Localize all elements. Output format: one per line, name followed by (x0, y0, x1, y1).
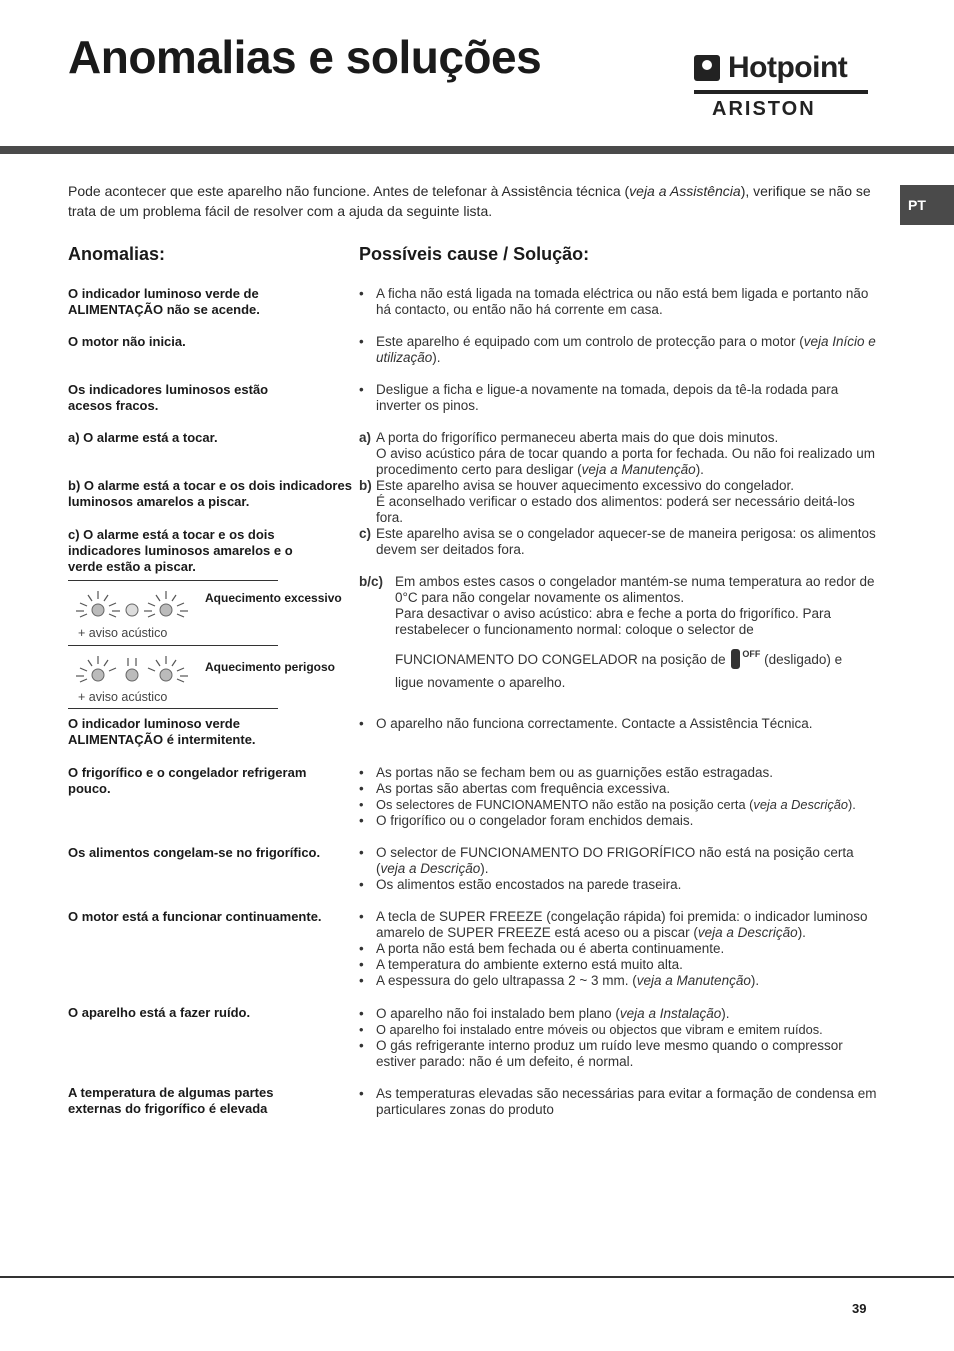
solution-text: Este aparelho é equipado com um controlo de protecção para o motor ( (376, 334, 804, 349)
solution-text: A espessura do gelo ultrapassa 2 ~ 3 mm. ( (376, 973, 637, 988)
logo-divider (694, 90, 868, 94)
freezer-switch-icon (731, 649, 740, 669)
anomaly-poor-cooling: O frigorífico e o congelador refrigeram pouco. (68, 765, 307, 796)
label-excessive-heating: Aquecimento excessivo (205, 591, 342, 605)
item-key: a) (359, 430, 372, 445)
solution-text (395, 646, 884, 669)
footer-divider (0, 1276, 954, 1278)
anomalies-heading: Anomalias: (68, 244, 166, 264)
anomaly-noise: O aparelho está a fazer ruído. (68, 1005, 251, 1020)
anomaly-led-blinking: O indicador luminoso verde ALIMENTAÇÃO é intermitente. (68, 716, 256, 747)
divider (68, 580, 278, 581)
solution-alarm-b (359, 478, 884, 526)
solution-item: • A porta não está bem fechada ou é aberta continuamente. (359, 941, 884, 957)
solution-external-heat (359, 1086, 884, 1118)
solution-item (359, 334, 884, 366)
solution-ref: veja a Instalação (619, 1006, 722, 1021)
solution-item: • A ficha não está ligada na tomada eléctrica ou não está bem ligada e portanto não há contacto, ou então não há corrente em casa. (359, 286, 884, 318)
anomaly-power-led: O indicador luminoso verde de ALIMENTAÇÃO não se acende. (68, 286, 260, 317)
solution-text: O aparelho não foi instalado bem plano ( (376, 1006, 620, 1021)
anomaly-alarm-a: a) O alarme está a tocar. (68, 430, 218, 445)
solution-text: Para desactivar o aviso acústico: abra e feche a porta do frigorífico. Para restabelecer o funcionamento normal: coloque o selector de (395, 606, 831, 637)
solution-alarm-bc (359, 574, 884, 691)
solution-text-end: ). (797, 925, 806, 940)
solution-text: Em ambos estes casos o congelador mantém-se numa temperatura ao redor de 0°C para não congelar novamente os alimentos. (395, 574, 875, 605)
solution-ref: veja a Manutenção (581, 462, 696, 477)
solution-text (376, 446, 884, 478)
solution-text: Os selectores de FUNCIONAMENTO não estão na posição certa ( (376, 797, 754, 812)
brand-logo (694, 52, 870, 126)
solution-text: Este aparelho avisa se houver aquecimento excessivo do congelador. (376, 478, 795, 493)
solution-item (359, 973, 884, 989)
item-key: b) (359, 478, 372, 493)
solution-food-freezing (359, 845, 884, 893)
solution-text-end: ). (695, 462, 704, 477)
label-alarm-1: + aviso acústico (78, 626, 168, 640)
header-bar (0, 146, 954, 154)
brand-subname: ARISTON (712, 98, 816, 120)
solution-text-part: FUNCIONAMENTO DO CONGELADOR na posição de (395, 652, 726, 667)
solution-item: • A temperatura do ambiente externo está muito alta. (359, 957, 884, 973)
anomaly-motor-continuous: O motor está a funcionar continuamente. (68, 909, 322, 924)
solution-text-end: ). (432, 350, 441, 365)
solution-item: • O aparelho não funciona correctamente. Contacte a Assistência Técnica. (359, 716, 884, 732)
solution-ref: veja a Descrição (380, 861, 481, 876)
solution-alarm (359, 430, 884, 691)
solution-item (359, 1006, 884, 1022)
solution-text-end: ). (750, 973, 760, 988)
solution-text-part: O aviso acústico pára de tocar quando a porta for fechada. Ou não foi realizado um procedimento certo para desligar ( (376, 446, 876, 477)
intro-paragraph (68, 181, 878, 221)
solution-item (359, 797, 884, 813)
solution-noise (359, 1006, 884, 1070)
solution-motor-continuous (359, 909, 884, 989)
hotpoint-logo-icon (694, 55, 720, 81)
solution-poor-cooling (359, 765, 884, 829)
solution-item: • Desligue a ficha e ligue-a novamente na tomada, depois da tê-la rodada para inverter os pinos. (359, 382, 884, 414)
led-excessive-heating-icon (66, 583, 198, 627)
item-key: b/c) (359, 574, 384, 589)
solution-text-end: ). (721, 1006, 730, 1021)
solution-item: • As portas são abertas com frequência excessiva. (359, 781, 884, 797)
solution-alarm-c (359, 526, 884, 558)
intro-ref: veja a Assistência (629, 183, 741, 199)
solution-ref: veja Início e utilização (376, 334, 876, 365)
solution-alarm-a (359, 430, 884, 478)
solution-item: • Os alimentos estão encostados na parede traseira. (359, 877, 884, 893)
page-number: 39 (852, 1301, 867, 1316)
label-dangerous-heating: Aquecimento perigoso (205, 660, 336, 674)
intro-text: Pode acontecer que este aparelho não funcione. Antes de telefonar à Assistência técnica ( (68, 183, 630, 199)
anomaly-alarm-b: b) O alarme está a tocar e os dois indicadores luminosos amarelos a piscar. (68, 478, 352, 509)
solution-motor (359, 334, 884, 366)
anomaly-dim-leds: Os indicadores luminosos estão acesos fracos. (68, 382, 269, 413)
anomaly-alarm-c: c) O alarme está a tocar e os dois indicadores luminosos amarelos e o verde estão a piscar. (68, 527, 293, 574)
anomaly-motor: O motor não inicia. (68, 334, 186, 349)
solution-item: • O aparelho foi instalado entre móveis ou objectos que vibram e emitem ruídos. (359, 1022, 884, 1038)
intro-text-end: ), verifique se não se trata de um problema fácil de resolver com a ajuda da seguinte lista. (68, 183, 871, 219)
solution-led-blinking (359, 716, 884, 732)
solution-ref: veja a Descrição (697, 925, 798, 940)
solution-text: Este aparelho avisa se o congelador aquecer-se de maneira perigosa: os alimentos devem ser deitados fora. (376, 526, 876, 557)
solution-text-end: ). (848, 797, 856, 812)
item-key: c) (359, 526, 372, 541)
solution-item (359, 845, 884, 877)
label-alarm-2: + aviso acústico (78, 690, 168, 704)
led-dangerous-heating-icon (66, 648, 198, 692)
solution-power-led (359, 286, 884, 318)
solution-ref: veja a Manutenção (636, 973, 751, 988)
solution-item: • O frigorífico ou o congelador foram enchidos demais. (359, 813, 884, 829)
anomaly-external-heat: A temperatura de algumas partes externas do frigorífico é elevada (68, 1085, 274, 1116)
solution-text: É aconselhado verificar o estado dos alimentos: poderá ser necessário deitá-los fora. (376, 494, 855, 525)
solution-text-end: ). (480, 861, 489, 876)
anomaly-food-freezing: Os alimentos congelam-se no frigorífico. (68, 845, 321, 860)
divider (68, 708, 278, 709)
divider (68, 645, 278, 646)
page-title: Anomalias e soluções (68, 31, 542, 83)
solutions-heading: Possíveis cause / Solução: (359, 244, 590, 264)
solution-item (359, 909, 884, 941)
solution-text-part: (desligado) e (764, 652, 843, 667)
solution-item: • As temperaturas elevadas são necessárias para evitar a formação de condensa em particulares zonas do produto (359, 1086, 884, 1118)
solution-text: ligue novamente o aparelho. (395, 675, 566, 690)
solution-dim-leds (359, 382, 884, 414)
solution-item: • O gás refrigerante interno produz um ruído leve mesmo quando o compressor estiver parado: não é um defeito, é normal. (359, 1038, 884, 1070)
solution-text: A porta do frigorífico permaneceu aberta mais do que dois minutos. (376, 430, 779, 445)
off-label: OFF (742, 649, 761, 659)
solution-text: O selector de FUNCIONAMENTO DO FRIGORÍFICO não está na posição certa ( (376, 845, 854, 876)
brand-name: Hotpoint (728, 51, 848, 84)
solution-ref: veja a Descrição (753, 797, 849, 812)
solution-text: A tecla de SUPER FREEZE (congelação rápida) foi premida: o indicador luminoso amarelo de SUPER FREEZE está aceso ou a piscar ( (376, 909, 868, 940)
language-tab: PT (900, 185, 954, 225)
solution-item: • As portas não se fecham bem ou as guarnições estão estragadas. (359, 765, 884, 781)
